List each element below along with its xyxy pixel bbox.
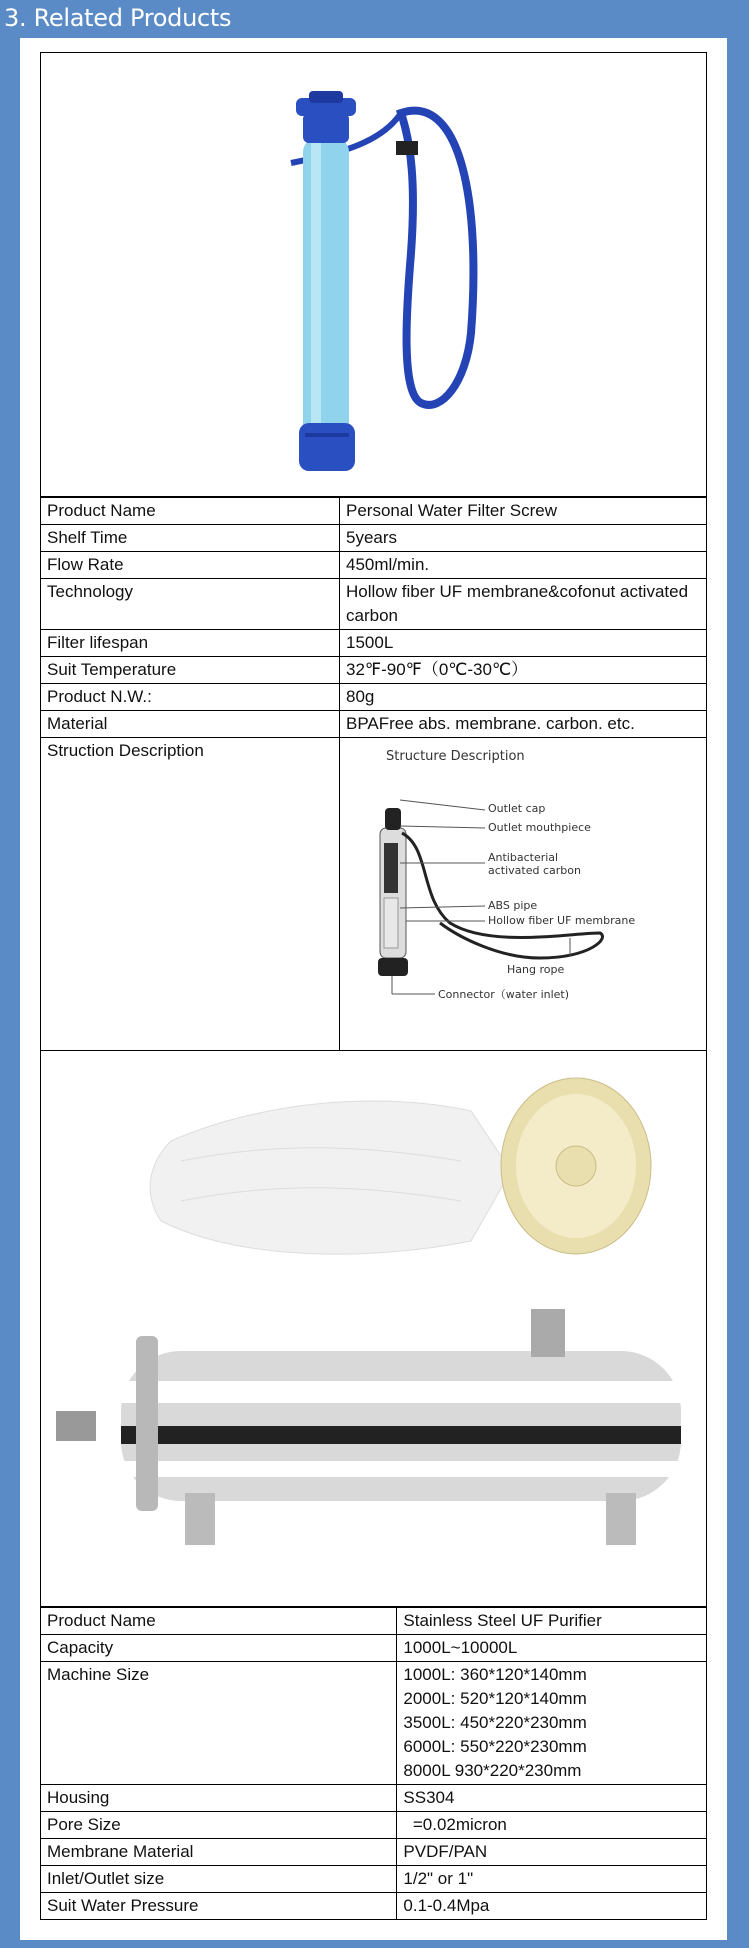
table-row bbox=[41, 1608, 707, 1635]
spec-label: Flow Rate bbox=[41, 552, 340, 579]
table-row bbox=[41, 657, 707, 684]
label-abs-pipe: ABS pipe bbox=[488, 899, 538, 912]
spec-value: 80g bbox=[340, 684, 707, 711]
structure-diagram bbox=[340, 738, 706, 1071]
spec-label: Technology bbox=[41, 579, 340, 630]
product1-spec-table bbox=[40, 497, 707, 1079]
table-row bbox=[41, 1839, 707, 1866]
table-row bbox=[41, 1812, 707, 1839]
product1-image-box bbox=[40, 52, 707, 497]
table-row bbox=[41, 711, 707, 738]
spec-value: =0.02micron bbox=[397, 1812, 707, 1839]
spec-value: 1500L bbox=[340, 630, 707, 657]
product2-image-box bbox=[40, 1050, 707, 1607]
structure-diagram-cell bbox=[340, 738, 707, 1079]
machine-size-line: 6000L: 550*220*230mm bbox=[403, 1737, 587, 1756]
spec-value: Personal Water Filter Screw bbox=[340, 498, 707, 525]
spec-label: Shelf Time bbox=[41, 525, 340, 552]
spec-label: Product N.W.: bbox=[41, 684, 340, 711]
spec-value: BPAFree abs. membrane. carbon. etc. bbox=[340, 711, 707, 738]
uf-purifier-image bbox=[41, 1051, 705, 1605]
spec-value: SS304 bbox=[397, 1785, 707, 1812]
machine-size-line: 8000L 930*220*230mm bbox=[403, 1761, 582, 1780]
table-row bbox=[41, 1866, 707, 1893]
table-row bbox=[41, 1785, 707, 1812]
section-title: 3. Related Products bbox=[4, 4, 232, 32]
spec-value: 5years bbox=[340, 525, 707, 552]
spec-value: Stainless Steel UF Purifier bbox=[397, 1608, 707, 1635]
spec-value: 1/2" or 1" bbox=[397, 1866, 707, 1893]
spec-label: Material bbox=[41, 711, 340, 738]
spec-label: Membrane Material bbox=[41, 1839, 397, 1866]
structure-title: Structure Description bbox=[386, 749, 525, 764]
spec-label: Filter lifespan bbox=[41, 630, 340, 657]
table-row bbox=[41, 738, 707, 1079]
spec-label: Inlet/Outlet size bbox=[41, 1866, 397, 1893]
spec-value: 32℉-90℉（0℃-30℃） bbox=[340, 657, 707, 684]
label-hollow-fiber: Hollow fiber UF membrane bbox=[488, 914, 636, 927]
spec-value: 1000L~10000L bbox=[397, 1635, 707, 1662]
table-row bbox=[41, 1662, 707, 1785]
spec-label: Product Name bbox=[41, 498, 340, 525]
spec-label: Capacity bbox=[41, 1635, 397, 1662]
table-row bbox=[41, 1635, 707, 1662]
spec-label: Product Name bbox=[41, 1608, 397, 1635]
table-row bbox=[41, 552, 707, 579]
label-outlet-mouthpiece: Outlet mouthpiece bbox=[488, 821, 591, 834]
machine-size-cell bbox=[397, 1662, 707, 1785]
spec-value: Hollow fiber UF membrane&cofonut activated carbon bbox=[340, 579, 707, 630]
table-row bbox=[41, 684, 707, 711]
label-hang-rope: Hang rope bbox=[507, 963, 565, 976]
label-antibacterial: Antibacterial bbox=[488, 851, 559, 864]
spec-label: Suit Temperature bbox=[41, 657, 340, 684]
table-row bbox=[41, 579, 707, 630]
spec-label: Struction Description bbox=[41, 738, 340, 1079]
section-header bbox=[0, 0, 749, 38]
label-connector: Connector（water inlet) bbox=[438, 988, 570, 1001]
spec-label: Housing bbox=[41, 1785, 397, 1812]
table-row bbox=[41, 498, 707, 525]
table-row bbox=[41, 1893, 707, 1920]
label-outlet-cap: Outlet cap bbox=[488, 802, 546, 815]
water-filter-straw-image bbox=[41, 53, 705, 495]
product2-spec-table bbox=[40, 1607, 707, 1920]
table-row bbox=[41, 630, 707, 657]
table-row bbox=[41, 525, 707, 552]
machine-size-line: 2000L: 520*120*140mm bbox=[403, 1689, 587, 1708]
spec-value: PVDF/PAN bbox=[397, 1839, 707, 1866]
content-panel bbox=[20, 38, 727, 1940]
label-activated-carbon: activated carbon bbox=[488, 864, 581, 877]
spec-value: 0.1-0.4Mpa bbox=[397, 1893, 707, 1920]
spec-label: Machine Size bbox=[41, 1662, 397, 1785]
spec-label: Pore Size bbox=[41, 1812, 397, 1839]
machine-size-line: 3500L: 450*220*230mm bbox=[403, 1713, 587, 1732]
machine-size-line: 1000L: 360*120*140mm bbox=[403, 1665, 587, 1684]
spec-label: Suit Water Pressure bbox=[41, 1893, 397, 1920]
spec-value: 450ml/min. bbox=[340, 552, 707, 579]
